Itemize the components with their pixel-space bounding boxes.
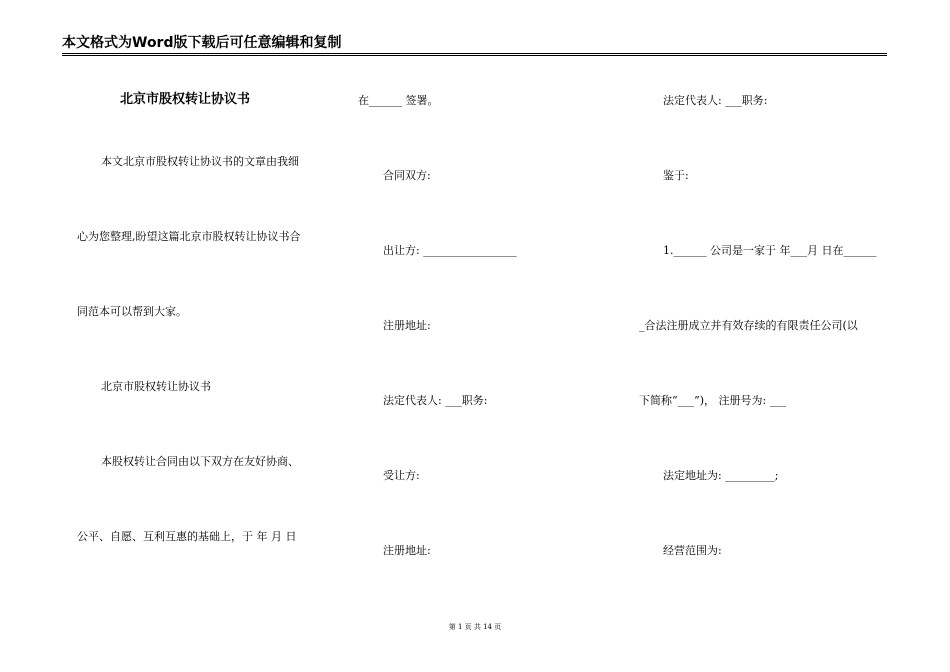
right-paragraph-line: 下简称“___”)， 注册号为: ___ xyxy=(639,394,787,407)
middle-paragraph-line: 注册地址: xyxy=(383,319,431,332)
middle-paragraph-line: 合同双方: xyxy=(383,169,431,182)
left-subtitle: 北京市股权转让协议书 xyxy=(101,380,211,393)
middle-paragraph-line: 受让方: xyxy=(383,469,420,482)
left-paragraph-line: 心为您整理,盼望这篇北京市股权转让协议书合 xyxy=(77,230,301,243)
header-rule-bottom xyxy=(62,55,887,56)
left-paragraph-line: 本文北京市股权转让协议书的文章由我细 xyxy=(101,155,299,168)
right-paragraph-line: _合法注册成立并有效存续的有限责任公司(以 xyxy=(639,319,858,332)
middle-paragraph-line: 法定代表人: ___职务: xyxy=(383,394,488,407)
right-paragraph-line: 经营范围为: xyxy=(663,544,722,557)
page-number-footer: 第 1 页 共 14 页 xyxy=(448,623,502,631)
right-paragraph-line: 法定代表人: ___职务: xyxy=(663,94,768,107)
left-paragraph-line: 本股权转让合同由以下双方在友好协商、 xyxy=(101,455,299,468)
middle-paragraph-line: 在______ 签署。 xyxy=(358,94,439,107)
left-paragraph-line: 公平、自愿、互利互惠的基础上，于 年 月 日 xyxy=(77,530,297,543)
right-paragraph-line: 1.______ 公司是一家于 年___月 日在______ xyxy=(663,244,877,257)
right-paragraph-line: 鉴于: xyxy=(663,169,689,182)
document-header-title: 本文格式为Word版下载后可任意编辑和复制 xyxy=(62,35,342,51)
middle-paragraph-line: 出让方: _________________ xyxy=(383,244,517,257)
left-paragraph-line: 同范本可以帮到大家。 xyxy=(77,305,187,318)
middle-paragraph-line: 注册地址: xyxy=(383,544,431,557)
agreement-title: 北京市股权转让协议书 xyxy=(120,92,251,107)
header-rule-top xyxy=(62,53,887,54)
right-paragraph-line: 法定地址为: _________; xyxy=(663,469,779,482)
